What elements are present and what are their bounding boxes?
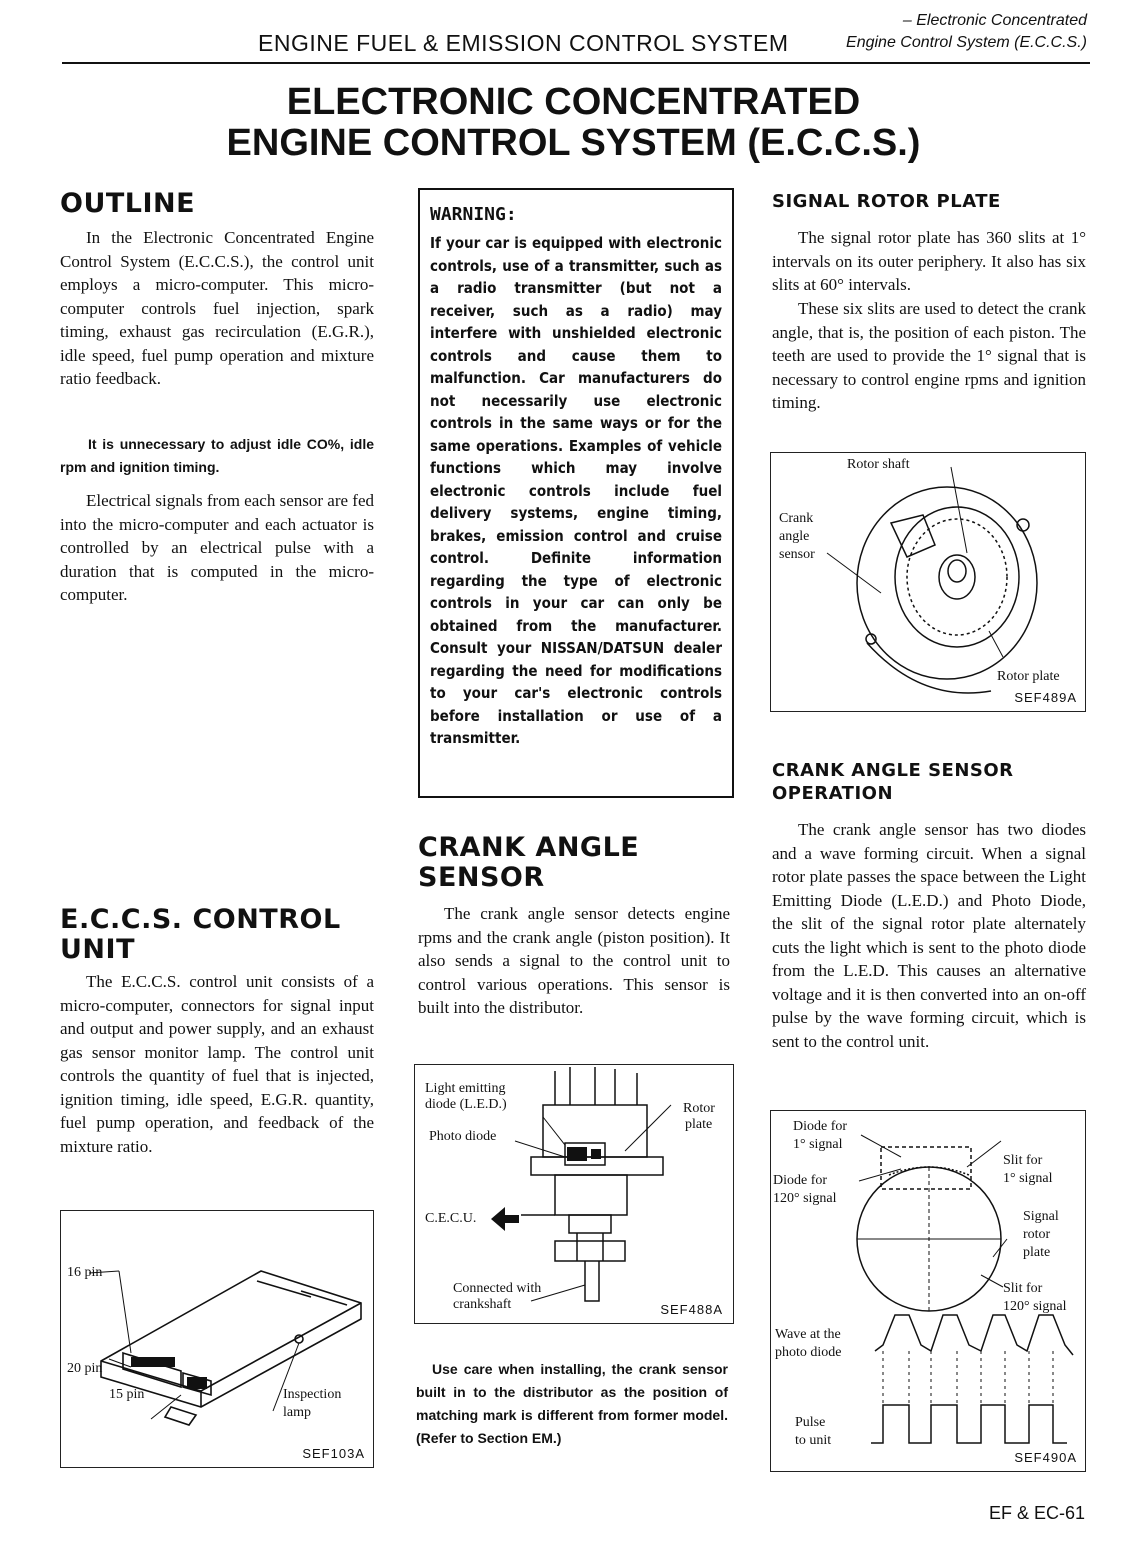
label-plate: plate (1023, 1245, 1051, 1260)
sensor-operation-paragraph: The crank angle sensor has two diodes and a wave forming circuit. When a signal rotor plate passes the space between the Light Emitting Diode (L.E.D.) and Photo Diode, the slit of the signal rotor plate alternately cuts the light which is sent to the photo diode from the L.E.D. This causes an alternative voltage and it is then converted into an on-off pulse by the wave forming circuit, which is sent to the control unit. (772, 820, 1086, 1051)
sensor-operation-heading-line2: OPERATION (772, 783, 894, 804)
warning-box (418, 188, 734, 798)
crank-angle-sensor-heading-line2: SENSOR (418, 862, 545, 893)
label-16-pin: 16 pin (67, 1265, 103, 1280)
figure-distributor (414, 1064, 734, 1324)
label-crank: Crank (779, 511, 814, 526)
control-unit-heading-line1: E.C.C.S. CONTROL (60, 904, 341, 935)
label-diode-for-120: Diode for (773, 1173, 828, 1188)
label-led: diode (L.E.D.) (425, 1097, 507, 1112)
label-inspection: Inspection (283, 1387, 342, 1402)
section-title: ENGINE FUEL & EMISSION CONTROL SYSTEM (258, 30, 789, 56)
label-plate: plate (685, 1117, 713, 1132)
section-subtitle-line1: – Electronic Concentrated (902, 12, 1087, 29)
label-20-pin: 20 pin (67, 1361, 103, 1376)
outline-heading: OUTLINE (60, 188, 196, 219)
figure-control-unit (60, 1210, 374, 1468)
control-unit-paragraph: The E.C.C.S. control unit consists of a micro-computer, connectors for signal input and output and power supply, and an exhaust gas sensor monitor lamp. The control unit controls the quantity of fuel that is injected, ignition timing, idle speed, E.G.R. quantity, fuel pump operation, and feedback of the mixture ratio. (60, 972, 374, 1156)
figure-rotor-plate (770, 452, 1086, 712)
label-slit-120-degree: 120° signal (1003, 1299, 1067, 1314)
crank-angle-sensor-paragraph: The crank angle sensor detects engine rpms and the crank angle (piston position). It also sends a signal to the control unit to control various operations. This sensor is built into the distributor. (418, 904, 730, 1017)
label-crankshaft: crankshaft (453, 1297, 512, 1312)
crank-angle-sensor-heading-line1: CRANK ANGLE (418, 832, 640, 863)
figure-code-sef490a: SEF490A (1014, 1450, 1077, 1465)
outline-paragraph-2: Electrical signals from each sensor are fed into the micro-computer and each actuator is controlled by an electrical pulse with a duration that is computed in the micro-computer. (60, 491, 374, 604)
label-wave-at-the: Wave at the (775, 1327, 841, 1342)
figure-code-sef488a: SEF488A (660, 1302, 723, 1317)
header-rule (62, 62, 1090, 64)
label-rotor-shaft: Rotor shaft (847, 457, 910, 472)
label-cecu: C.E.C.U. (425, 1211, 477, 1226)
signal-rotor-plate-heading: SIGNAL ROTOR PLATE (772, 191, 1001, 212)
outline-paragraph-1: In the Electronic Concentrated Engine Control System (E.C.C.S.), the control unit employs a micro-computer. This micro-computer controls fuel injection, spark timing, exhaust gas recirculation (E.G.R.), idle speed, fuel pump operation and mixture ratio feedback. (60, 228, 374, 388)
figure-code-sef103a: SEF103A (302, 1446, 365, 1461)
label-rotor: rotor (1023, 1227, 1051, 1242)
warning-title: WARNING: (430, 204, 517, 225)
label-photo-diode: Photo diode (429, 1129, 497, 1144)
crank-angle-sensor-notice: Use care when installing, the crank sensor built in to the distributor as the position of matching mark is different from former model. (Refer to Section EM.) (416, 1361, 728, 1446)
label-diode-for-1: Diode for (793, 1119, 848, 1134)
control-unit-illustration (61, 1211, 375, 1469)
label-angle: angle (779, 529, 810, 544)
page-title-line2: ENGINE CONTROL SYSTEM (E.C.C.S.) (226, 122, 921, 164)
label-slit-for-1: Slit for (1003, 1153, 1043, 1168)
label-photo-diode: photo diode (775, 1345, 842, 1360)
label-120-degree-signal: 120° signal (773, 1191, 837, 1206)
page-title-line1: ELECTRONIC CONCENTRATED (286, 81, 861, 123)
label-to-unit: to unit (795, 1433, 832, 1448)
label-slit-for-120: Slit for (1003, 1281, 1043, 1296)
label-light-emitting: Light emitting (425, 1081, 506, 1096)
signal-rotor-plate-paragraph-2: These six slits are used to detect the crank angle, that is, the position of each piston. The teeth are used to provide the 1° signal that is necessary to control engine rpms and ignition timing. (772, 299, 1086, 412)
label-15-pin: 15 pin (109, 1387, 145, 1402)
label-lamp: lamp (283, 1405, 311, 1420)
label-rotor: Rotor (683, 1101, 715, 1116)
label-connected-with: Connected with (453, 1281, 542, 1296)
outline-notice: It is unnecessary to adjust idle CO%, idle rpm and ignition timing. (60, 436, 374, 475)
sensor-operation-heading-line1: CRANK ANGLE SENSOR (772, 760, 1014, 781)
signal-rotor-plate-paragraph-1: The signal rotor plate has 360 slits at 1° intervals on its outer periphery. It also has six slits at 60° intervals. (772, 228, 1086, 294)
label-rotor-plate: Rotor plate (997, 669, 1060, 684)
label-signal: Signal (1023, 1209, 1059, 1224)
control-unit-heading-line2: UNIT (60, 934, 135, 965)
page-number: EF & EC-61 (988, 1503, 1085, 1523)
figure-code-sef489a: SEF489A (1014, 690, 1077, 705)
label-1-degree-signal: 1° signal (793, 1137, 843, 1152)
label-pulse: Pulse (795, 1415, 826, 1430)
label-slit-1-degree: 1° signal (1003, 1171, 1053, 1186)
section-subtitle-line2: Engine Control System (E.C.C.S.) (846, 34, 1087, 51)
warning-text: If your car is equipped with electronic controls, use of a transmitter, such as a radio transmitter (but not a receiver, such as a radio) may interfere with unshielded electronic controls and cause them to malfunction. Car manufacturers do not necessarily use electronic controls in the same ways or for the same operations. Examples of vehicle functions which may involve electronic controls include fuel delivery systems, engine timing, brakes, emission control and cruise control. Definite information regarding the type of electronic controls in your car can only be obtained from the manufacturer. Consult your NISSAN/DATSUN dealer regarding the need for modifications to your car's electronic controls before installation or use of a transmitter. (430, 234, 722, 747)
figure-waveform (770, 1110, 1086, 1472)
label-sensor: sensor (779, 547, 815, 562)
